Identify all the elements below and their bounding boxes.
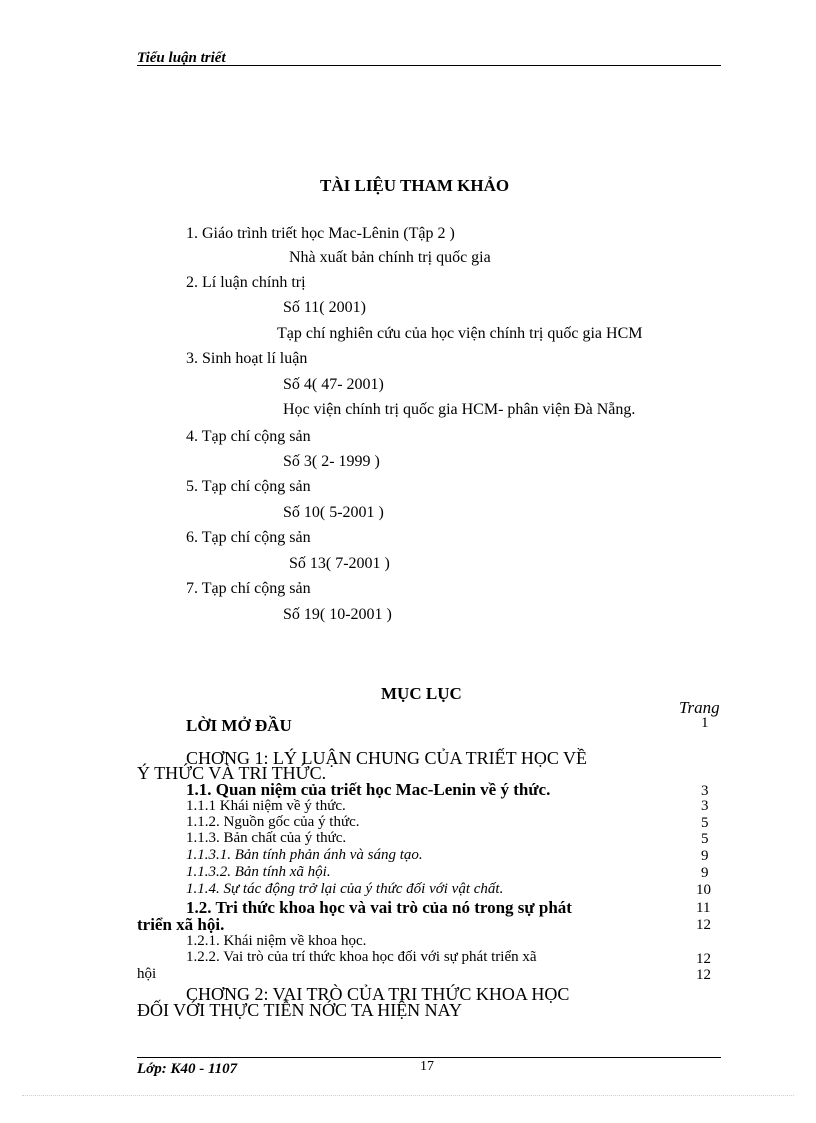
toc-chapter-1: CHƠNG 1: LÝ LUẬN CHUNG CỦA TRIẾT HỌC VỀ (186, 748, 588, 768)
toc-chapter-2: CHƠNG 2: VAI TRÒ CỦA TRI THỨC KHOA HỌC (186, 984, 570, 1004)
reference-line: 3. Sinh hoạt lí luận (186, 350, 308, 367)
reference-line: 4. Tạp chí cộng sản (186, 428, 311, 445)
toc-entry: 1.1.3.2. Bản tính xã hội. (186, 864, 331, 880)
reference-line: Số 13( 7-2001 ) (289, 555, 390, 572)
toc-page-column: Trang (679, 698, 720, 717)
toc-title: MỤC LỤC (381, 684, 462, 703)
toc-page-number: 9 (701, 848, 709, 864)
toc-entry: 1.1.2. Nguồn gốc của ý thức. (186, 814, 360, 830)
reference-line: 1. Giáo trình triết học Mac-Lênin (Tập 2 ) (186, 225, 455, 242)
toc-entry: 1.1. Quan niệm của triết học Mac-Lenin về ý thức. (186, 780, 551, 799)
toc-entry: 1.1.4. Sự tác động trở lại của ý thức đối với vật chất. (186, 881, 504, 897)
toc-entry-1-2-2-cont: hội (137, 966, 157, 982)
footer-page-number: 17 (420, 1059, 434, 1074)
footer-class: Lớp: K40 - 1107 (137, 1061, 238, 1077)
page-boundary (22, 1095, 794, 1096)
toc-chapter-2-cont: ĐỐI VỚI THỰC TIỄN NỚC TA HIỆN NAY (137, 1000, 463, 1020)
reference-line: 2. Lí luận chính trị (186, 274, 306, 291)
toc-page-number: 11 (696, 900, 711, 916)
toc-page-number: 3 (701, 783, 709, 799)
toc-page-number: 12 (696, 967, 711, 983)
reference-line: Số 10( 5-2001 ) (283, 504, 384, 521)
toc-page-number: 12 (696, 917, 711, 933)
toc-entry: 1.1.3.1. Bản tính phản ánh và sáng tạo. (186, 847, 423, 863)
reference-line: 7. Tạp chí cộng sản (186, 580, 311, 597)
toc-chapter-1-cont: Ý THỨC VÀ TRI THỨC. (137, 763, 327, 783)
toc-entry: 1.1.3. Bản chất của ý thức. (186, 830, 347, 846)
toc-page-number: 9 (701, 865, 709, 881)
header-rule (137, 65, 721, 66)
reference-line: 5. Tạp chí cộng sản (186, 478, 311, 495)
toc-page-number: 12 (696, 951, 711, 967)
references-title: TÀI LIỆU THAM KHẢO (320, 176, 510, 195)
reference-line: Số 3( 2- 1999 ) (283, 453, 380, 470)
toc-section-1-2-cont: triển xã hội. (137, 915, 225, 934)
reference-line: Học viện chính trị quốc gia HCM- phân viện Đà Nẵng. (283, 401, 636, 418)
reference-line: Số 19( 10-2001 ) (283, 606, 392, 623)
footer-rule (137, 1057, 721, 1058)
reference-line: 6. Tạp chí cộng sản (186, 529, 311, 546)
toc-page-number: 10 (696, 882, 711, 898)
toc-section-1-2: 1.2. Tri thức khoa học và vai trò của nó trong sự phát (186, 898, 572, 917)
toc-page-number: 5 (701, 831, 709, 847)
reference-line: Nhà xuất bản chính trị quốc gia (289, 249, 491, 266)
toc-page-number: 5 (701, 815, 709, 831)
reference-line: Số 4( 47- 2001) (283, 376, 384, 393)
reference-line: Số 11( 2001) (283, 299, 366, 316)
toc-page-number: 1 (701, 715, 709, 731)
toc-intro: LỜI MỞ ĐẦU (186, 716, 292, 735)
toc-page-number: 3 (701, 798, 709, 814)
toc-entry: 1.1.1 Khái niệm về ý thức. (186, 798, 346, 814)
toc-entry: 1.2.1. Khái niệm về khoa học. (186, 933, 367, 949)
header-title: Tiểu luận triết (137, 50, 226, 66)
reference-line: Tạp chí nghiên cứu của học viện chính trị quốc gia HCM (277, 325, 643, 342)
toc-entry-1-2-2: 1.2.2. Vai trò của trí thức khoa học đối với sự phát triển xã (186, 949, 537, 965)
